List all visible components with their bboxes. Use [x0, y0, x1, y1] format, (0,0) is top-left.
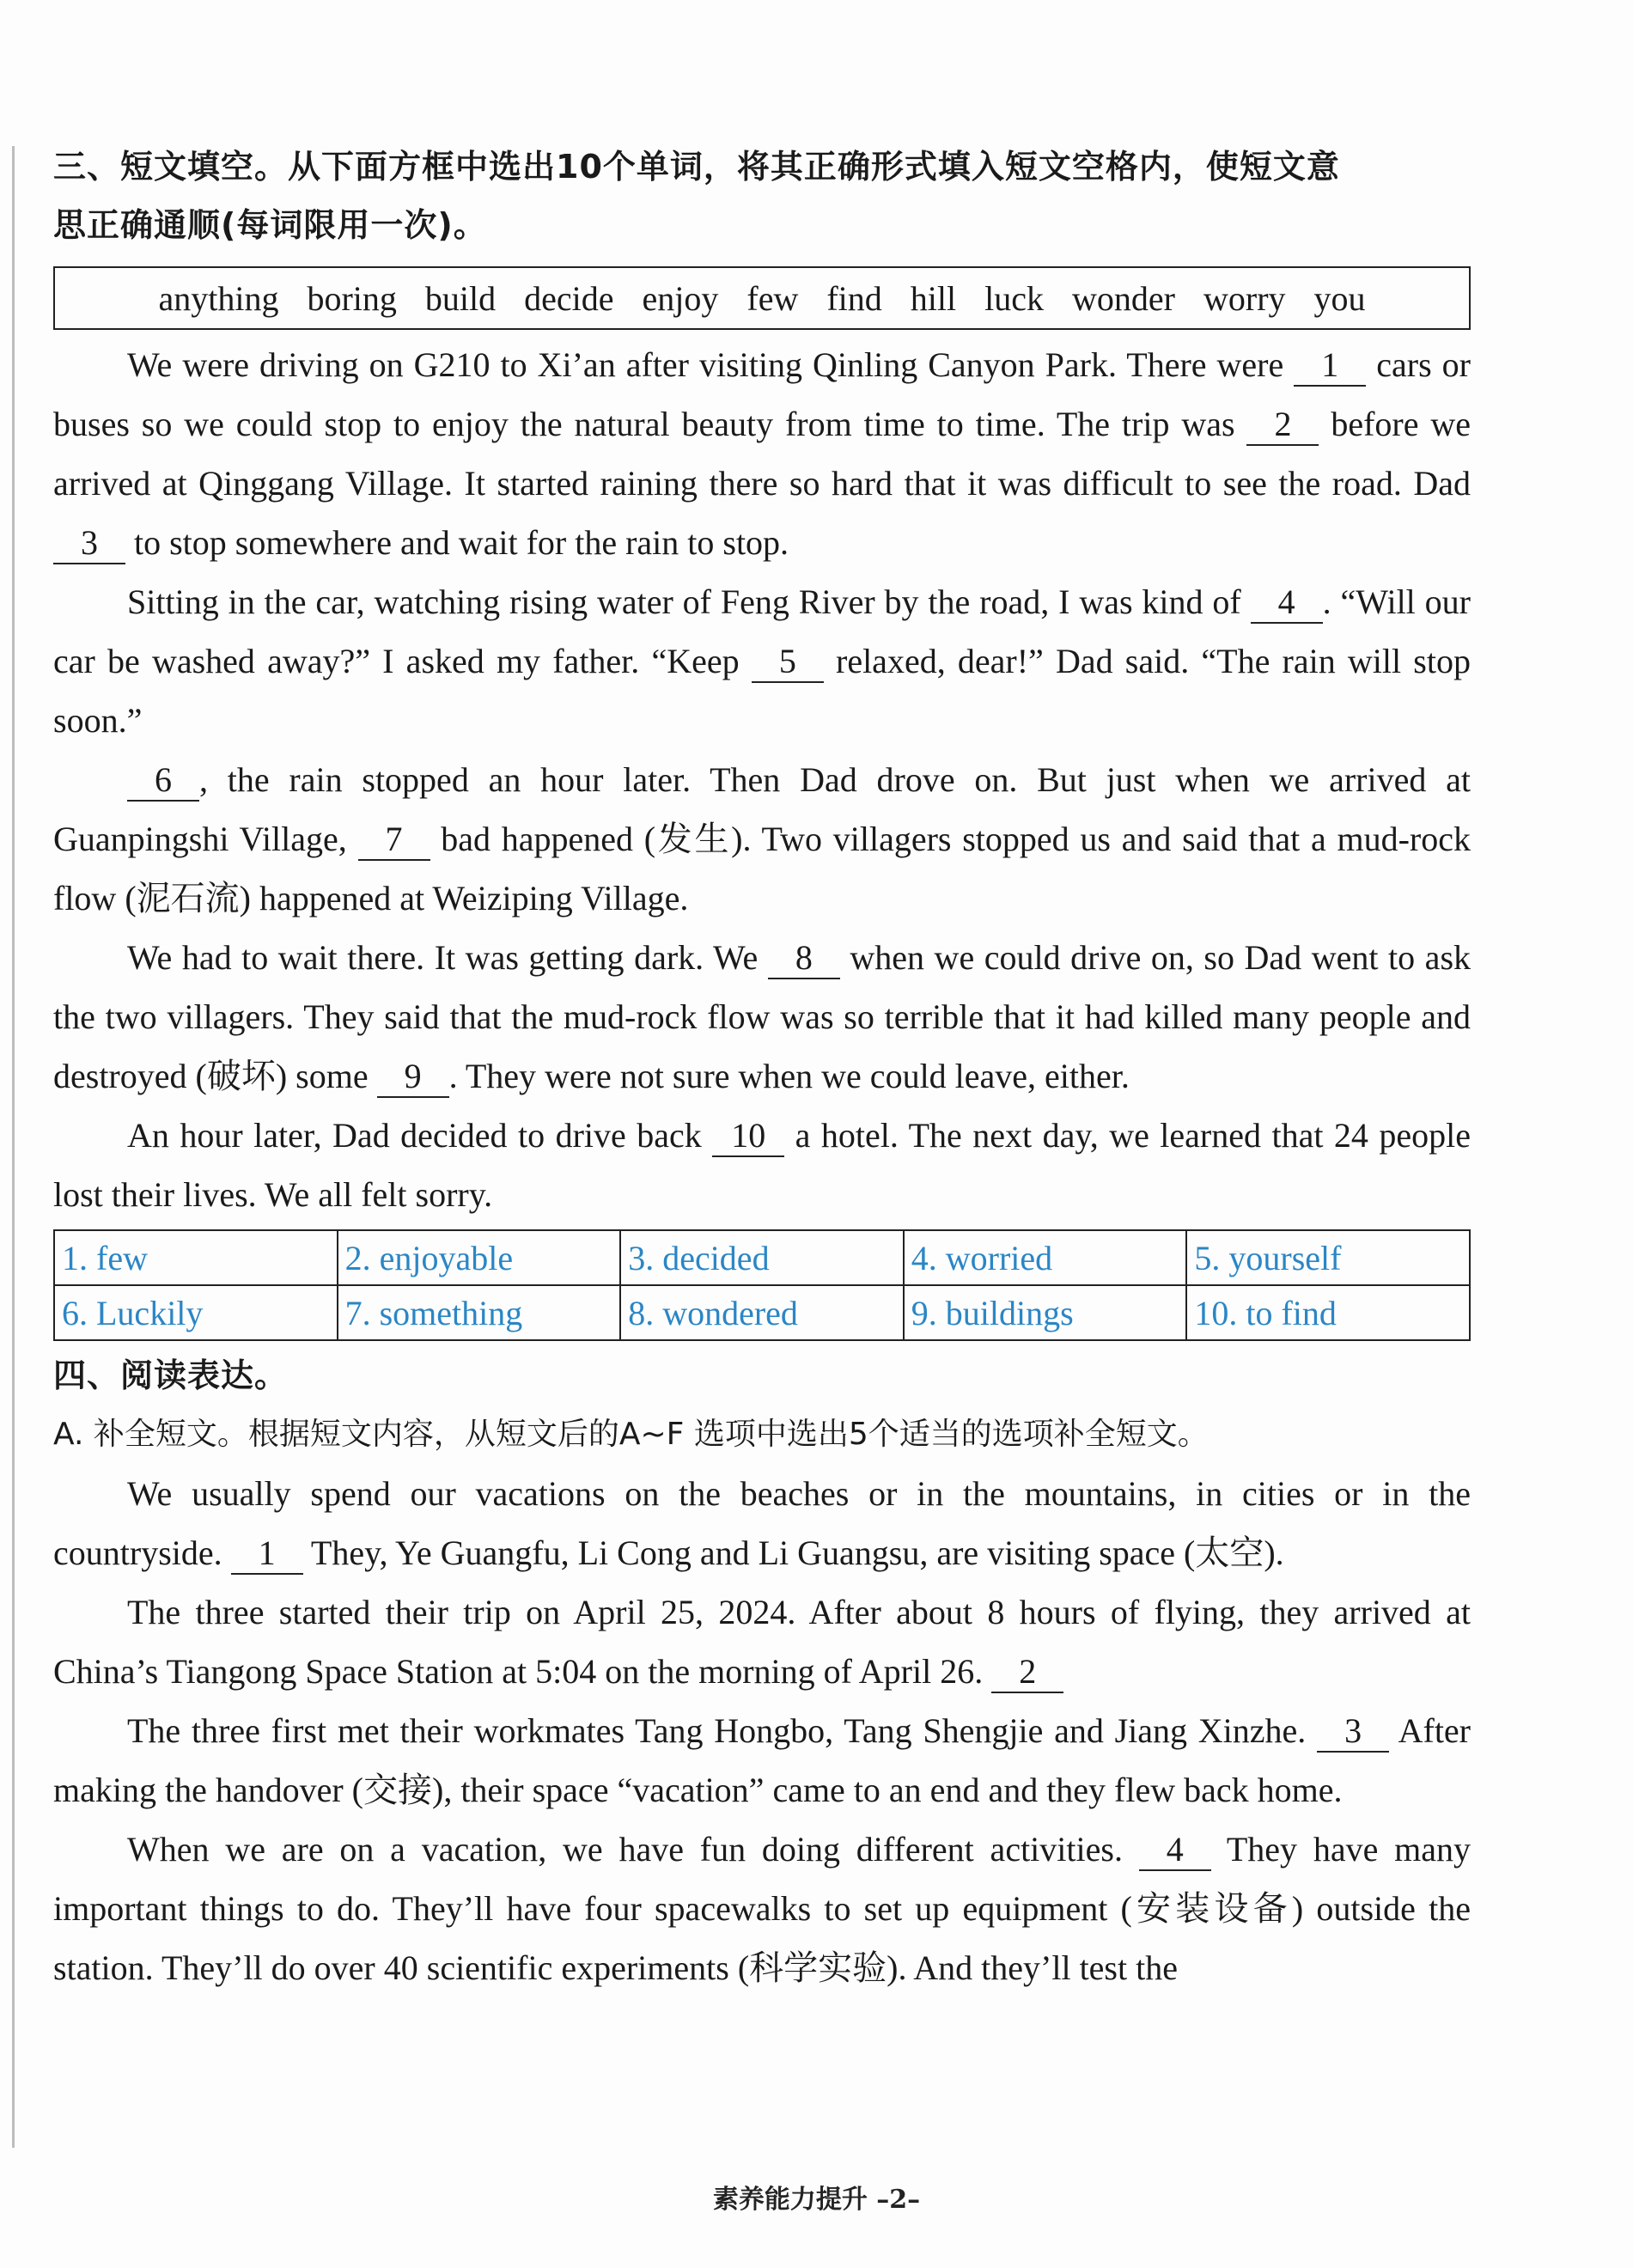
- answer-cell: 7. something: [338, 1285, 621, 1340]
- blank-1[interactable]: 1: [1294, 345, 1366, 387]
- s4-paragraph-1: [53, 1464, 1471, 1582]
- s3-p1-text-d: to stop somewhere and wait for the rain to stop.: [125, 523, 789, 562]
- answer-cell: 1. few: [54, 1230, 338, 1285]
- s3-paragraph-3: [53, 750, 1471, 928]
- word-bank-item: you: [1313, 278, 1366, 318]
- s4-p1-text-b: They, Ye Guangfu, Li Cong and Li Guangsu, are visiting space (太空).: [302, 1533, 1284, 1572]
- answer-cell: 4. worried: [904, 1230, 1187, 1285]
- blank-10[interactable]: 10: [712, 1116, 784, 1157]
- blank-2[interactable]: 2: [1246, 405, 1319, 446]
- s4-p4-text-b: They have many important things to do. They’ll have four spacewalks to set up equipment (安装设备) outside the station. They’ll do over 40 scientific experiments (科学实验). And they’ll test the: [53, 1830, 1472, 1987]
- s4-p1-text-a: We usually spend our vacations on the beaches or in the mountains, in cities or in the countryside.: [53, 1474, 1471, 1572]
- s3-p2-text-c: relaxed, dear!” Dad said. “The rain will stop soon.”: [53, 642, 1471, 740]
- word-bank-item: enjoy: [642, 278, 719, 318]
- section3-heading-line1: 三、短文填空。从下面方框中选出10个单词，将其正确形式填入短文空格内，使短文意: [53, 148, 1340, 186]
- s3-p1-text-a: We were driving on G210 to Xi’an after visiting Qinling Canyon Park. There were: [127, 345, 1295, 384]
- word-bank-item: luck: [984, 278, 1045, 318]
- word-bank-item: build: [424, 278, 497, 318]
- blank-8[interactable]: 8: [768, 938, 840, 979]
- answer-table: [53, 1229, 1471, 1341]
- blank-9[interactable]: 9: [377, 1057, 449, 1098]
- s3-paragraph-2: [53, 572, 1471, 750]
- word-bank-item: find: [826, 278, 882, 318]
- s3-p3-text-b: bad happened (发生). Two villagers stopped us and said that a mud-rock flow (泥石流) happened at Weiziping Village.: [53, 820, 1472, 918]
- blank-7[interactable]: 7: [358, 820, 430, 861]
- s3-p4-text-a: We had to wait there. It was getting dark. We: [127, 938, 768, 977]
- word-bank-item: worry: [1203, 278, 1286, 318]
- answer-cell: 8. wondered: [620, 1285, 904, 1340]
- s3-p2-text-b: . “Will our car be washed away?” I asked my father. “Keep: [53, 582, 1471, 680]
- section3-heading-line2: 思正确通顺(每词限用一次)。: [53, 206, 487, 244]
- s3-paragraph-5: [53, 1106, 1471, 1224]
- blank-3[interactable]: 3: [53, 523, 125, 564]
- s4-paragraph-3: [53, 1701, 1471, 1820]
- answer-row: [54, 1230, 1470, 1285]
- answer-cell: 10. to find: [1186, 1285, 1470, 1340]
- answer-cell: 5. yourself: [1186, 1230, 1470, 1285]
- section4-heading: 四、阅读表达。: [53, 1357, 289, 1394]
- s3-p5-text-a: An hour later, Dad decided to drive back: [127, 1116, 713, 1155]
- s4-p3-text-a: The three first met their workmates Tang Hongbo, Tang Shengjie and Jiang Xinzhe.: [127, 1711, 1318, 1750]
- s3-p4-text-b: when we could drive on, so Dad went to ask the two villagers. They said that the mud-rock flow was so terrible that it had killed many people and destroyed (破坏) some: [53, 938, 1472, 1095]
- s4-blank-1[interactable]: 1: [231, 1533, 303, 1575]
- s3-paragraph-4: [53, 928, 1471, 1106]
- answer-cell: 9. buildings: [904, 1285, 1187, 1340]
- s3-p4-text-c: . They were not sure when we could leave, either.: [448, 1057, 1130, 1095]
- word-bank-item: boring: [307, 278, 397, 318]
- s4-blank-2[interactable]: 2: [991, 1652, 1063, 1693]
- blank-6[interactable]: 6: [127, 760, 199, 802]
- s4-p4-text-a: When we are on a vacation, we have fun doing different activities.: [127, 1830, 1139, 1869]
- page-footer: 素养能力提升 –2–: [712, 2185, 921, 2215]
- word-bank-item: wonder: [1072, 278, 1175, 318]
- word-bank-item: hill: [910, 278, 957, 318]
- word-bank-item: few: [746, 278, 799, 318]
- s3-paragraph-1: [53, 335, 1471, 572]
- s4-p2-text-a: The three started their trip on April 25, 2024. After about 8 hours of flying, they arrived at China’s Tiangong Space Station at 5:04 on the morning of April 26.: [53, 1593, 1471, 1691]
- answer-cell: 3. decided: [620, 1230, 904, 1285]
- s3-p5-text-b: a hotel. The next day, we learned that 24 people lost their lives. We all felt sorry.: [53, 1116, 1471, 1214]
- blank-4[interactable]: 4: [1251, 582, 1323, 624]
- s3-p1-text-c: before we arrived at Qinggang Village. It started raining there so hard that it was difficult to see the road. Dad: [53, 405, 1472, 503]
- s4-blank-4[interactable]: 4: [1139, 1830, 1211, 1871]
- answer-row: [54, 1285, 1470, 1340]
- word-bank-item: anything: [158, 278, 279, 318]
- s3-p2-text-a: Sitting in the car, watching rising water of Feng River by the road, I was kind of: [127, 582, 1251, 621]
- answer-cell: 6. Luckily: [54, 1285, 338, 1340]
- worksheet-page: [53, 137, 1471, 1997]
- s4-blank-3[interactable]: 3: [1317, 1711, 1389, 1753]
- s3-p1-text-b: cars or buses so we could stop to enjoy the natural beauty from time to time. The trip was: [53, 345, 1471, 443]
- s4-paragraph-2: [53, 1582, 1471, 1701]
- s4-paragraph-4: [53, 1820, 1471, 1997]
- answer-cell: 2. enjoyable: [338, 1230, 621, 1285]
- binding-margin-line: [12, 146, 15, 2148]
- word-bank-item: decide: [524, 278, 614, 318]
- s3-p3-text-a: , the rain stopped an hour later. Then Dad drove on. But just when we arrived at Guanpingshi Village,: [53, 760, 1471, 858]
- word-bank-box: [53, 266, 1471, 330]
- s4-p3-text-b: After making the handover (交接), their space “vacation” came to an end and they flew back home.: [53, 1711, 1472, 1809]
- section4-sub-a: A. 补全短文。根据短文内容，从短文后的A~F 选项中选出5个适当的选项补全短文。: [53, 1417, 1209, 1452]
- blank-5[interactable]: 5: [752, 642, 824, 683]
